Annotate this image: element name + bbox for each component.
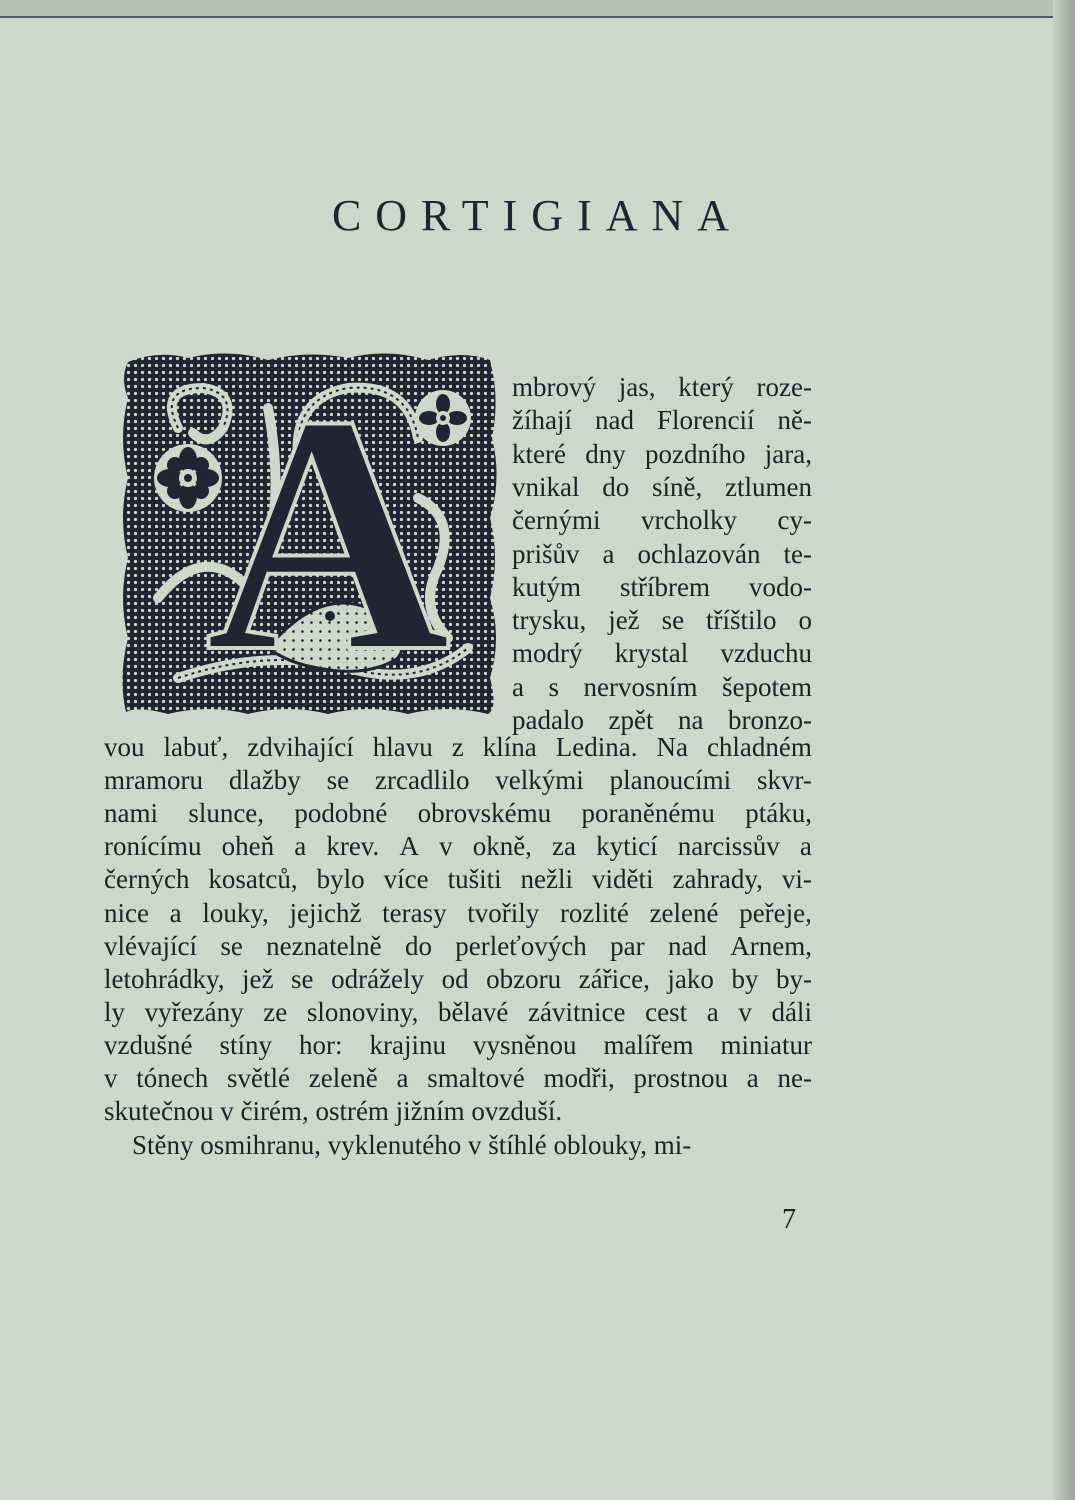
text-line: vlévající se neznatelně do perleťových par nad Arnem,: [104, 930, 812, 961]
text-line: vzdušné stíny hor: krajinu vysněnou malířem miniatur: [104, 1029, 812, 1060]
paragraph-first-line: [132, 1130, 812, 1160]
text-line: které dny pozdního jara,: [512, 438, 812, 469]
text-line: padalo zpět na bronzo-: [512, 705, 812, 735]
text-line: trysku, jež se tříštilo o: [512, 605, 812, 636]
text-line: mbrový jas, který roze-: [512, 372, 812, 402]
drop-cap-letter: A: [205, 348, 451, 718]
text-line: letohrádky, jež se odrážely od obzoru zářice, jako by by-: [104, 963, 812, 994]
text-line: a s nervosním šepotem: [512, 671, 812, 702]
text-line: ly vyřezány ze slonoviny, bělavé závitnice cest a v dáli: [104, 996, 812, 1027]
text-line: kutým stříbrem vodo-: [512, 571, 812, 602]
text-line: prišův a ochlazován te-: [512, 538, 812, 569]
text-line: žíhají nad Florencií ně-: [512, 405, 812, 436]
text-line: Stěny osmihranu, vyklenutého v štíhlé oblouky, mi-: [132, 1130, 692, 1160]
text-line: nice a louky, jejichž terasy tvořily rozlité zelené peřeje,: [104, 897, 812, 928]
text-line: mramoru dlažby se zrcadlilo velkými planoucími skvr-: [104, 765, 812, 796]
chapter-title: CORTIGIANA: [331, 191, 744, 240]
text-line: v tónech světlé zeleně a smaltové modři, prostnou a ne-: [104, 1063, 812, 1093]
text-line: nami slunce, podobné obrovskému poraněnému ptáku,: [104, 798, 812, 829]
text-line: černých kosatců, bylo více tušiti nežli viděti zahrady, vi-: [104, 864, 812, 895]
text-line: vou labuť, zdvihající hlavu z klína Ledina. Na chladném: [104, 732, 812, 762]
text-line: modrý krystal vzduchu: [512, 638, 812, 669]
text-line: ronícímu oheň a krev. A v okně, za kyticí narcissův a: [104, 831, 812, 862]
text-line: černými vrcholky cy-: [512, 505, 812, 536]
page-number: 7: [782, 1204, 796, 1235]
text-line: vnikal do síně, ztlumen: [512, 471, 812, 502]
text-line: skutečnou v čirém, ostrém jižním ovzduší.: [104, 1096, 563, 1127]
